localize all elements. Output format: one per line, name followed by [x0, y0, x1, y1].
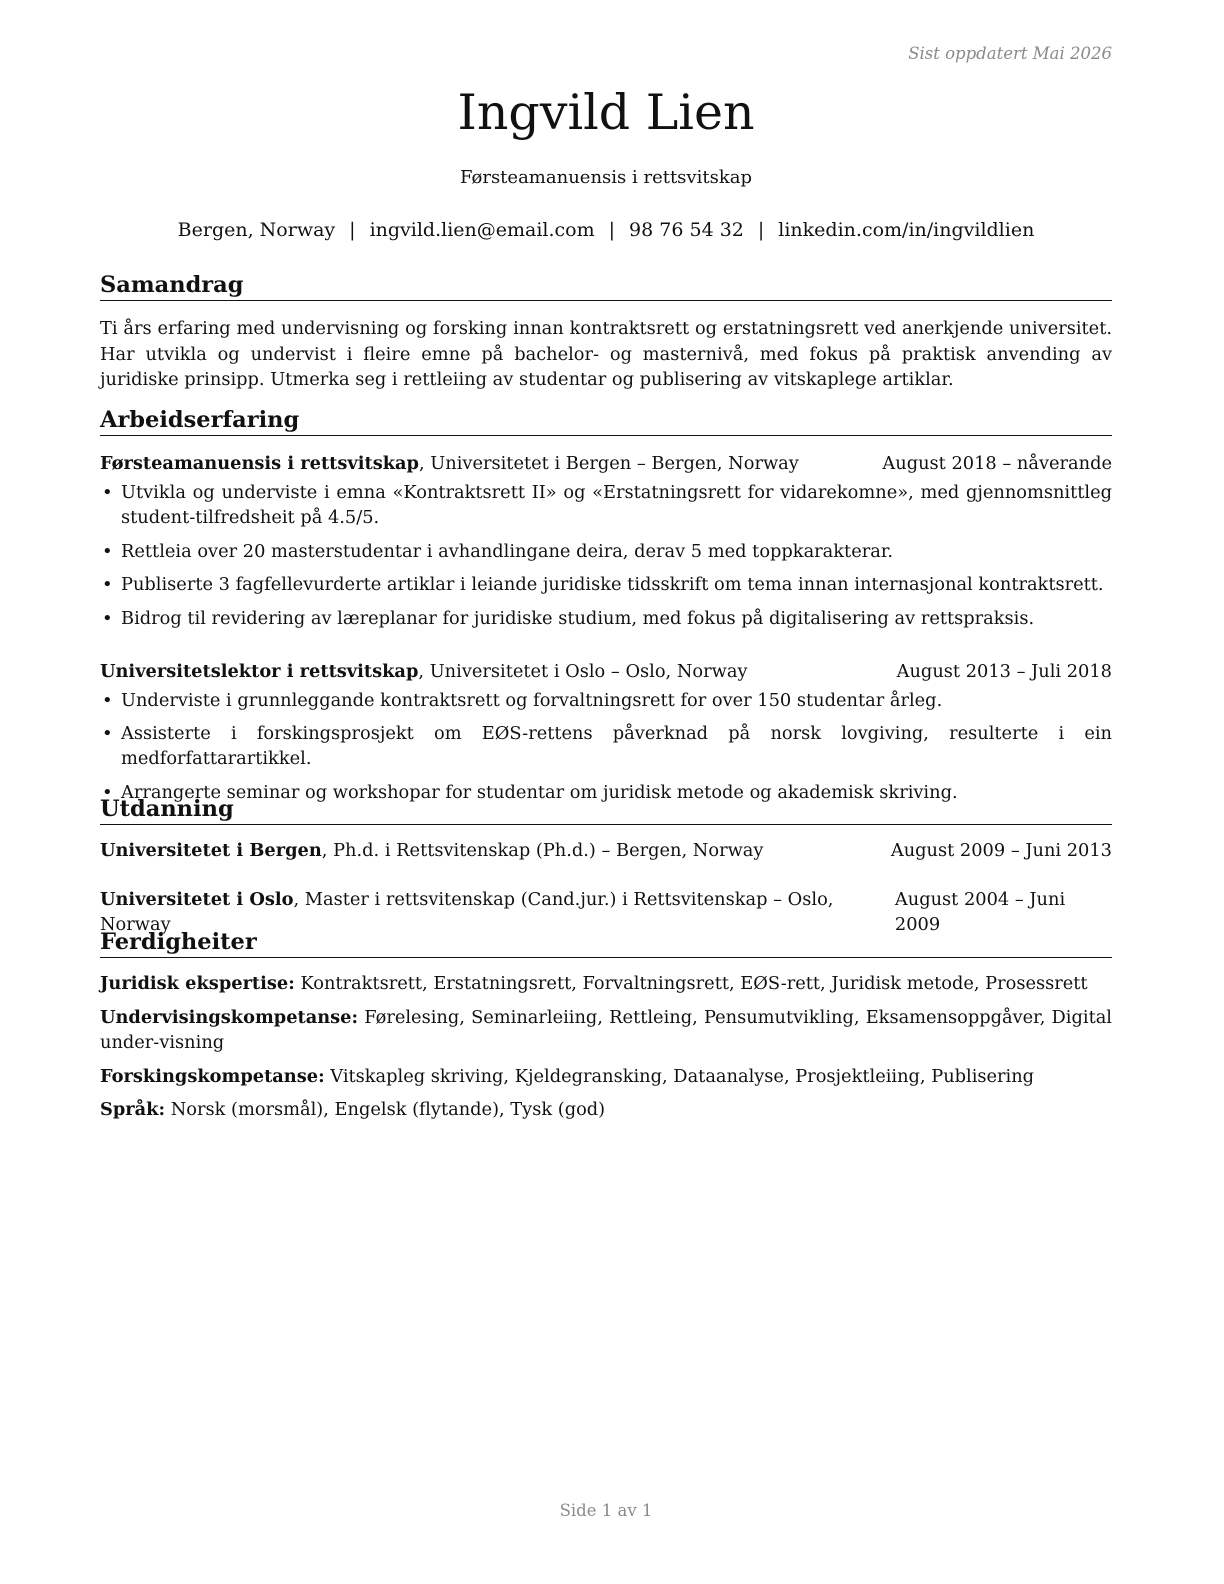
contact-phone: 98 76 54 32 [629, 219, 744, 241]
section-title-experience: Arbeidserfaring [100, 406, 1112, 436]
bullet-item: • Arrangerte seminar og workshopar for studentar om juridisk metode og akademisk skriving. [100, 780, 1112, 805]
section-title-education: Utdanning [100, 795, 1112, 825]
contact-separator: | [349, 219, 356, 241]
section-title-skills: Ferdigheiter [100, 928, 1112, 958]
experience-section [100, 406, 1112, 813]
contact-location: Bergen, Norway [177, 219, 336, 241]
skill-value: Kontraktsrett, Erstatningsrett, Forvaltningsrett, EØS-rett, Juridisk metode, Prosessrett [294, 973, 1088, 994]
education-detail: , Ph.d. i Rettsvitenskap (Ph.d.) – Bergen, Norway [321, 840, 764, 861]
summary-text: Ti års erfaring med undervisning og forsking innan kontraktsrett og erstatningsrett ved anerkjende universitet. Har utvikla og undervist i fleire emne på bachelor- og masternivå, med fokus på praktisk anvending av juridiske prinsipp. Utmerka seg i rettleiing av studentar og publisering av vitskaplege artiklar. [100, 318, 1112, 390]
bullet-item: • Assisterte i forskingsprosjekt om EØS-rettens påverknad på norsk lovgiving, resulterte i ein medforfattarartikkel. [100, 721, 1112, 771]
page-number: Side 1 av 1 [559, 1501, 653, 1520]
education-dates: August 2004 – Juni 2009 [894, 889, 1066, 935]
education-school: Universitetet i Oslo [100, 889, 294, 910]
person-name: Ingvild Lien [457, 84, 755, 141]
contact-line [100, 219, 1112, 241]
job-title: Førsteamanuensis i rettsvitskap [460, 167, 752, 188]
job-role: Førsteamanuensis i rettsvitskap [100, 453, 419, 474]
resume-page [100, 0, 1112, 1584]
skill-label: Språk: [100, 1099, 166, 1120]
bullet-item: • Publiserte 3 fagfellevurderte artiklar i leiande juridiske tidsskrift om tema innan internasjonal kontraktsrett. [100, 572, 1112, 597]
job-dates: August 2018 – nåverande [882, 453, 1112, 474]
bullet-item: • Bidrog til revidering av læreplanar for juridiske studium, med fokus på digitalisering av rettspraksis. [100, 606, 1112, 631]
job-dates: August 2013 – Juli 2018 [896, 660, 1112, 682]
job-bullets [100, 688, 1112, 805]
education-school: Universitetet i Bergen [100, 840, 322, 861]
bullet-item: • Underviste i grunnleggande kontraktsrett og forvaltningsrett for over 150 studentar årleg. [100, 688, 1112, 713]
job-bullets [100, 480, 1112, 631]
skill-value: Førelesing, Seminarleiing, Rettleing, Pensumutvikling, Eksamensoppgåver, Digital under-visning [100, 1006, 1112, 1053]
job-place: , Universitetet i Oslo – Oslo, Norway [418, 660, 748, 682]
summary-section [100, 271, 1112, 393]
contact-separator: | [757, 219, 765, 241]
job-entry [100, 659, 1112, 805]
bullet-item: • Utvikla og underviste i emna «Kontraktsrett II» og «Erstatningsrett for vidarekomne», med gjennomsnittleg student-tilfredsheit på 4.5/5. [100, 480, 1112, 530]
skill-label: Undervisingskompetanse: [100, 1006, 359, 1028]
job-role: Universitetslektor i rettsvitskap [100, 660, 419, 682]
contact-linkedin[interactable]: linkedin.com/in/ingvildlien [778, 219, 1035, 241]
job-entry [100, 451, 1112, 631]
job-header [100, 659, 1112, 684]
education-section [100, 795, 1112, 937]
education-dates: August 2009 – Juni 2013 [890, 840, 1112, 861]
skill-value: Vitskapleg skriving, Kjeldegransking, Dataanalyse, Prosjektleiing, Publisering [324, 1065, 1035, 1087]
skills-list [100, 971, 1112, 1123]
skill-row [100, 1005, 1112, 1056]
skills-section [100, 928, 1112, 1131]
job-place: , Universitetet i Bergen – Bergen, Norway [419, 453, 799, 474]
section-title-summary: Samandrag [100, 271, 1112, 301]
skill-label: Juridisk ekspertise: [100, 973, 295, 994]
last-updated: Sist oppdatert Mai 2026 [908, 44, 1112, 63]
contact-separator: | [608, 219, 616, 241]
skill-label: Forskingskompetanse: [100, 1065, 325, 1087]
education-detail: , Master i rettsvitenskap (Cand.jur.) i Rettsvitenskap – Oslo, Norway [100, 889, 834, 935]
skill-value: Norsk (morsmål), Engelsk (flytande), Tysk (god) [165, 1099, 606, 1120]
skill-row [100, 1097, 1112, 1123]
contact-email[interactable]: ingvild.lien@email.com [369, 219, 595, 241]
job-header [100, 451, 1112, 476]
skill-row [100, 971, 1112, 997]
bullet-item: • Rettleia over 20 masterstudentar i avhandlingane deira, derav 5 med toppkarakterar. [100, 539, 1112, 564]
education-entry [100, 838, 1112, 863]
skill-row [100, 1064, 1112, 1090]
